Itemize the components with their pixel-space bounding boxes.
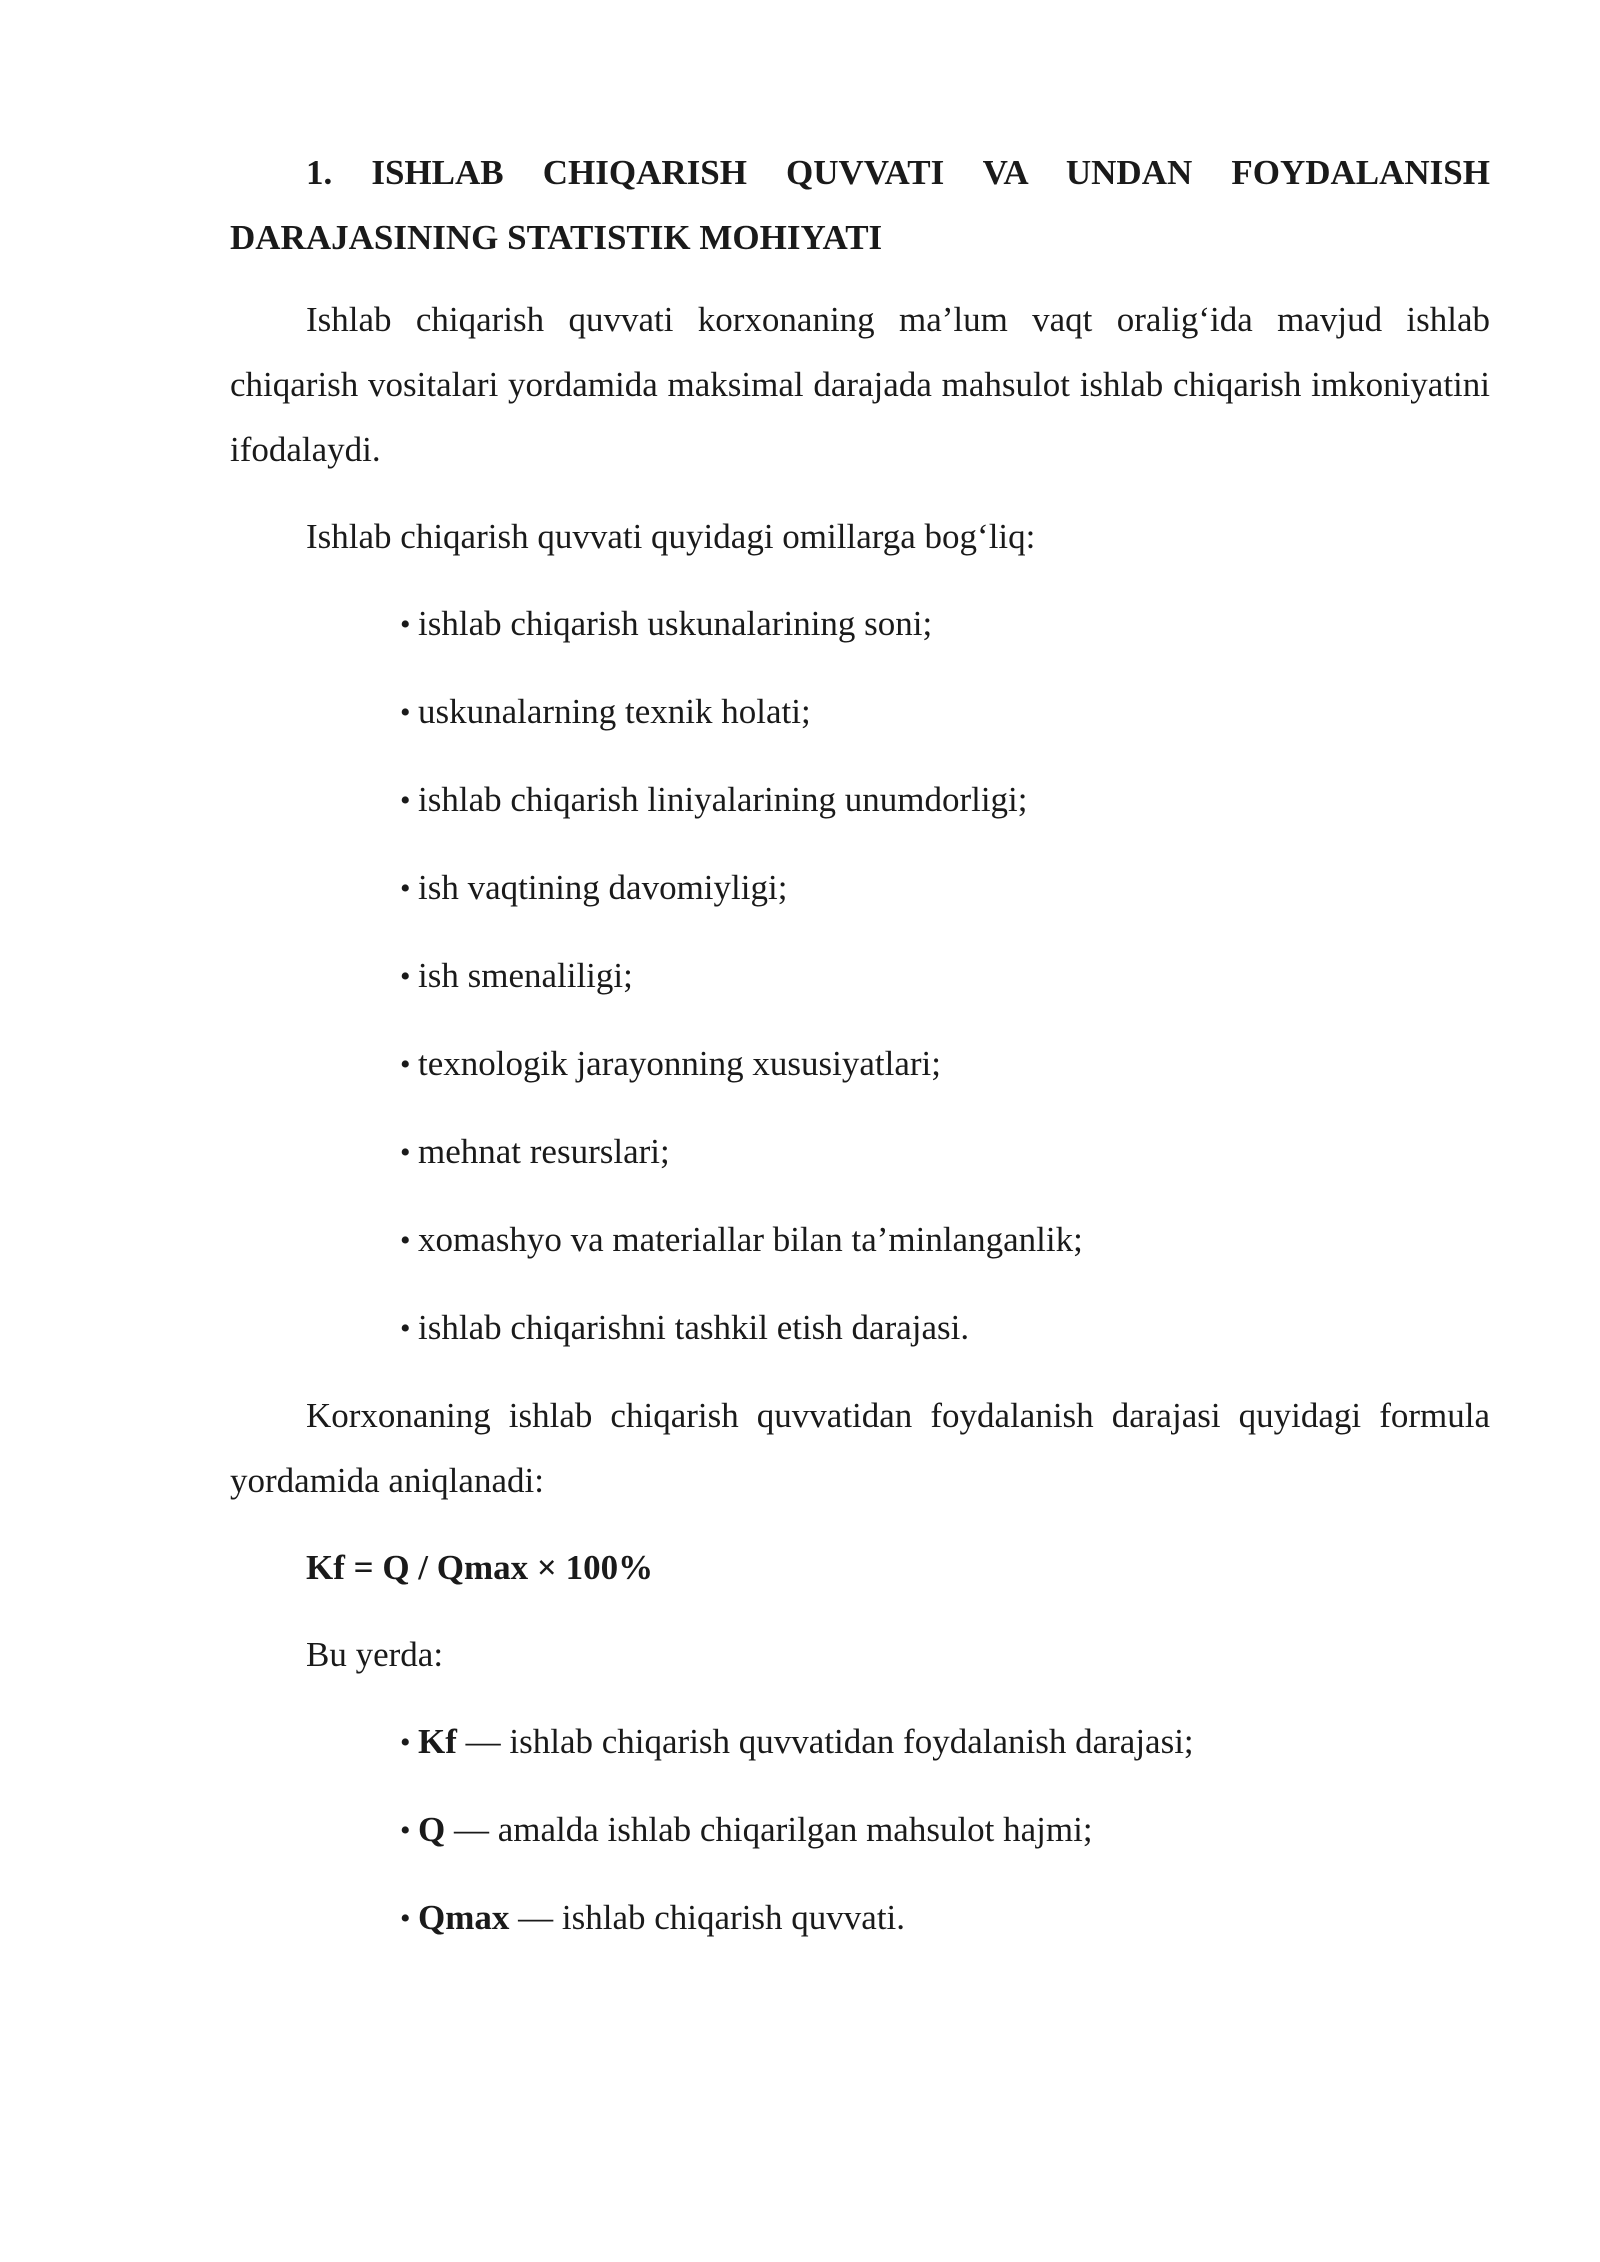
list-item: [230, 1295, 1490, 1361]
bullet-icon: •: [400, 1312, 411, 1345]
bullet-icon: •: [400, 784, 411, 817]
bullet-icon: •: [400, 960, 411, 993]
definition-text: — amalda ishlab chiqarilgan mahsulot hajmi;: [445, 1810, 1093, 1849]
definitions-list: [230, 1709, 1490, 1951]
list-item: [230, 1885, 1490, 1951]
definition-symbol: Q: [418, 1810, 446, 1849]
list-item: [230, 1031, 1490, 1097]
definition-text: — ishlab chiqarish quvvati.: [509, 1898, 906, 1937]
list-item: [230, 767, 1490, 833]
factor-text: ishlab chiqarishni tashkil etish darajasi.: [418, 1308, 970, 1347]
factor-text: ishlab chiqarish liniyalarining unumdorligi;: [418, 780, 1028, 819]
formula: Kf = Q / Qmax × 100%: [306, 1548, 654, 1587]
bullet-icon: •: [400, 1902, 411, 1935]
factor-text: xomashyo va materiallar bilan ta’minlanganlik;: [418, 1220, 1083, 1259]
list-item: [230, 1207, 1490, 1273]
factors-list: [230, 591, 1490, 1361]
factor-text: uskunalarning texnik holati;: [418, 692, 811, 731]
bullet-icon: •: [400, 1814, 411, 1847]
definition-text: — ishlab chiqarish quvvatidan foydalanish darajasi;: [456, 1722, 1194, 1761]
bullet-icon: •: [400, 608, 411, 641]
intro-paragraph: Ishlab chiqarish quvvati korxonaning ma’lum vaqt oralig‘ida mavjud ishlab chiqarish vositalari yordamida maksimal darajada mahsulot ishlab chiqarish imkoniyatini ifodalaydi.: [230, 300, 1490, 469]
list-item: [230, 943, 1490, 1009]
where-label: Bu yerda:: [306, 1635, 444, 1674]
factor-text: ishlab chiqarish uskunalarining soni;: [418, 604, 933, 643]
list-item: [230, 679, 1490, 745]
factor-text: ish vaqtining davomiyligi;: [418, 868, 788, 907]
document-page: [230, 140, 1490, 1973]
bullet-icon: •: [400, 696, 411, 729]
list-item: [230, 1119, 1490, 1185]
bullet-icon: •: [400, 1048, 411, 1081]
factors-intro: Ishlab chiqarish quvvati quyidagi omillarga bog‘liq:: [306, 517, 1036, 556]
definition-symbol: Qmax: [418, 1898, 510, 1937]
list-item: [230, 591, 1490, 657]
bullet-icon: •: [400, 1726, 411, 1759]
definition-symbol: Kf: [418, 1722, 457, 1761]
factor-text: mehnat resurslari;: [418, 1132, 670, 1171]
bullet-icon: •: [400, 1136, 411, 1169]
list-item: [230, 1797, 1490, 1863]
factor-text: ish smenaliligi;: [418, 956, 633, 995]
section-heading: 1. ISHLAB CHIQARISH QUVVATI VA UNDAN FOYDALANISH DARAJASINING STATISTIK MOHIYATI: [230, 153, 1490, 257]
bullet-icon: •: [400, 1224, 411, 1257]
formula-intro: Korxonaning ishlab chiqarish quvvatidan foydalanish darajasi quyidagi formula yordamida aniqlanadi:: [230, 1396, 1490, 1500]
list-item: [230, 1709, 1490, 1775]
bullet-icon: •: [400, 872, 411, 905]
factor-text: texnologik jarayonning xususiyatlari;: [418, 1044, 941, 1083]
list-item: [230, 855, 1490, 921]
